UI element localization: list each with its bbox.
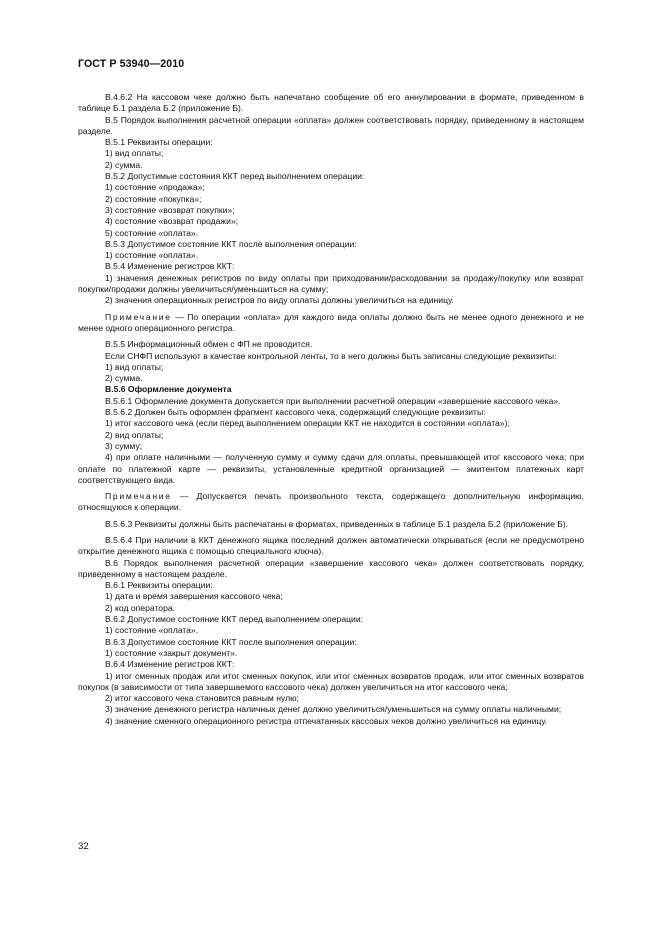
list-item: 2) сумма.: [105, 373, 143, 384]
list-item: 2) вид оплаты;: [105, 429, 164, 440]
list-item: 1) состояние «продажа»;: [105, 182, 205, 193]
list-item: 2) состояние «покупка»;: [105, 193, 202, 204]
list-item: 2) код оператора.: [105, 602, 176, 613]
paragraph: В.6.4 Изменение регистров ККТ:: [105, 659, 235, 670]
paragraph: В.5.6.1 Оформление документа допускается при выполнении расчетной операции «завершение кассового чека».: [105, 395, 561, 406]
list-item: 1) дата и время завершения кассового чека;: [105, 591, 283, 602]
list-item: 1) состояние «оплата».: [105, 625, 199, 636]
paragraph: В.5.3 Допустимое состояние ККТ после выполнения операции:: [105, 238, 357, 249]
note-text: — Допускается печать произвольного текста, содержащего дополнительную информацию, относящуюся к операции.: [78, 491, 584, 513]
list-item: 4) значение сменного операционного регистра отпечатанных кассовых чеков должно увеличиться на единицу.: [105, 715, 548, 726]
list-item: 2) сумма.: [105, 159, 143, 170]
paragraph: В.6.1 Реквизиты операции:: [105, 580, 213, 591]
list-item: 2) итог кассового чека становится равным нулю;: [105, 693, 299, 704]
document-header: ГОСТ Р 53940—2010: [78, 58, 185, 70]
paragraph: В.5.1 Реквизиты операции:: [105, 137, 213, 148]
note: [78, 312, 584, 335]
paragraph: В.5.6.2 Должен быть оформлен фрагмент кассового чека, содержащий следующие реквизиты:: [105, 407, 486, 418]
paragraph: В.5.6.3 Реквизиты должны быть распечатаны в форматах, приведенных в таблице Б.1 раздела Б.2 (приложение Б).: [105, 518, 569, 529]
document-body: [78, 92, 584, 727]
note: [78, 491, 584, 514]
list-item: 1) значения денежных регистров по виду оплаты при приходовании/расходовании за продажу/покупку или возврат покупки/продажи должны увеличиться/уменьшиться на сумму;: [78, 272, 584, 295]
list-item: 4) состояние «возврат продажи»;: [105, 216, 239, 227]
paragraph: В.6 Порядок выполнения расчетной операции «завершение кассового чека» должен соответствовать порядку, приведенному в настоящем разделе.: [78, 557, 584, 579]
paragraph: В.5.5 Информационный обмен с ФП не проводится.: [105, 339, 313, 350]
list-item: 3) состояние «возврат покупки»;: [105, 204, 235, 215]
paragraph: В.5.2 Допустимые состояния ККТ перед выполнением операции:: [105, 171, 365, 182]
note-label: Примечание: [105, 311, 172, 322]
section-heading: В.5.6 Оформление документа: [105, 384, 232, 395]
paragraph: В.5.4 Изменение регистров ККТ:: [105, 261, 235, 272]
list-item: 3) сумму;: [105, 440, 143, 451]
list-item: 1) итог кассового чека (если перед выполнением операции ККТ не находится в состоянии «оплата»);: [105, 418, 510, 429]
page-number: 32: [78, 841, 89, 852]
list-item: 2) значения операционных регистров по виду оплаты должны увеличиться на единицу.: [105, 295, 454, 306]
paragraph: Если СНФП используют в качестве контрольной ленты, то в него должны быть записаны следующие реквизиты:: [105, 350, 557, 361]
list-item: 1) вид оплаты;: [105, 361, 164, 372]
paragraph: В.6.2 Допустимое состояние ККТ перед выполнением операции:: [105, 614, 364, 625]
note-label: Примечание: [105, 491, 172, 502]
paragraph: В.5 Порядок выполнения расчетной операции «оплата» должен соответствовать порядку, приведенному в настоящем разделе.: [78, 114, 584, 136]
list-item: 1) состояние «оплата».: [105, 250, 199, 261]
paragraph: В.5.6.4 При наличии в ККТ денежного ящика последний должен автоматически открываться (если не предусмотрено открытие денежного ящика с помощью специального ключа).: [78, 534, 584, 557]
list-item: 1) вид оплаты;: [105, 148, 164, 159]
list-item: 5) состояние «оплата».: [105, 227, 199, 238]
note-text: — По операции «оплата» для каждого вида оплаты должно быть не менее одного денежного и не менее одного операционного регистра.: [78, 311, 584, 333]
list-item: 4) при оплате наличными — полученную сумму и сумму сдачи для оплаты, превышающей итог кассового чека; при оплате по платежной карте — реквизиты, установленные кредитной организацией — эмитентом платежных карт соответствующего вида.: [78, 452, 584, 485]
list-item: 1) итог сменных продаж или итог сменных покупок, или итог сменных возвратов продаж, или итог сменных возвратов покупок (в зависимости от типа завершаемого кассового чека) должен увеличиться на итог кассового чека;: [78, 670, 584, 692]
paragraph: В.4.6.2 На кассовом чеке должно быть напечатано сообщение об его аннулировании в формате, приведенном в таблице Б.1 раздела Б.2 (приложение Б).: [78, 92, 584, 114]
list-item: 3) значение денежного регистра наличных денег должно увеличиться/уменьшиться на сумму оплаты наличными;: [105, 704, 562, 715]
list-item: 1) состояние «закрыт документ».: [105, 647, 238, 658]
paragraph: В.6.3 Допустимое состояние ККТ после выполнения операции:: [105, 636, 357, 647]
